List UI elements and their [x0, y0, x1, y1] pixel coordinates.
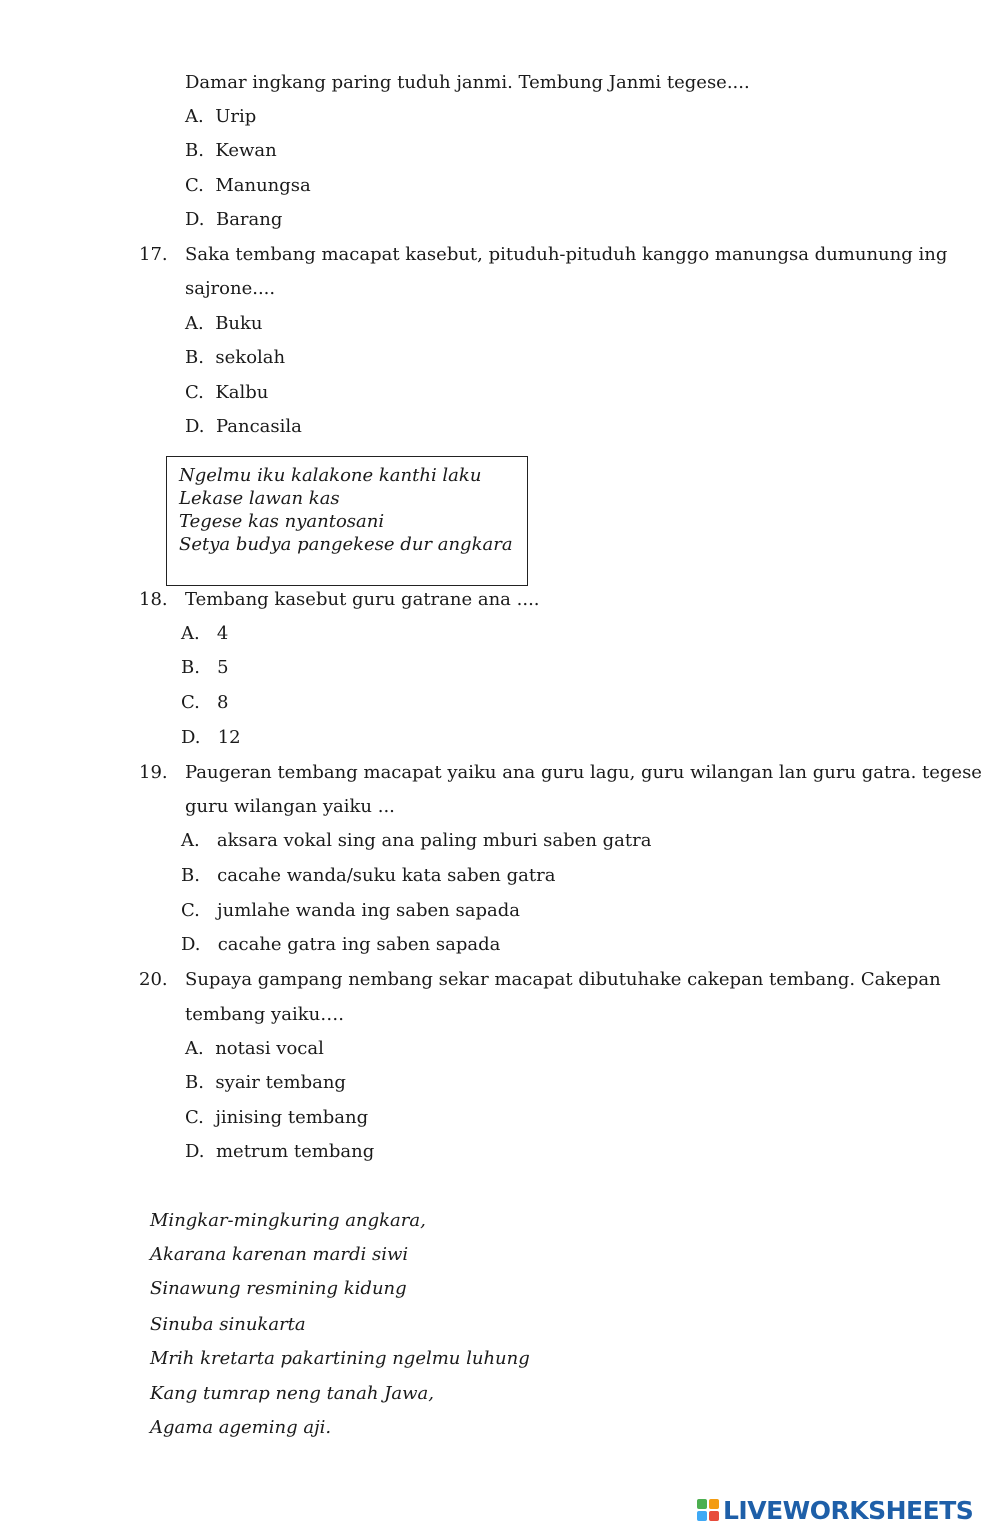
q18-option-a: [181, 623, 228, 645]
option-letter: C.: [181, 900, 200, 921]
option-text: metrum tembang: [215, 1141, 375, 1162]
option-letter: B.: [185, 347, 204, 368]
q18-option-d: [181, 727, 241, 749]
option-text: notasi vocal: [215, 1038, 324, 1059]
option-letter: D.: [181, 727, 201, 748]
q16-option-b: [185, 140, 277, 162]
q19-option-d: [181, 934, 500, 956]
q16-option-d: [185, 209, 282, 231]
option-text: 8: [217, 692, 229, 713]
q19-stem-line1: Paugeran tembang macapat yaiku ana guru lagu, guru wilangan lan guru gatra. tegese: [185, 762, 982, 783]
q17-option-a: [185, 313, 263, 335]
q18-option-c: [181, 692, 228, 714]
option-letter: A.: [185, 106, 204, 127]
option-text: cacahe wanda/suku kata saben gatra: [217, 865, 556, 886]
q16-stem-tail: Damar ingkang paring tuduh janmi. Tembung Janmi tegese....: [185, 72, 750, 93]
option-text: sekolah: [215, 347, 286, 368]
poem-line: Sinawung resmining kidung: [150, 1278, 407, 1299]
q19-number: 19.: [139, 762, 168, 783]
option-letter: A.: [185, 313, 204, 334]
q20-option-b: [185, 1072, 346, 1094]
option-text: Kewan: [215, 140, 277, 161]
option-text: 4: [216, 623, 229, 644]
option-text: 5: [217, 657, 229, 678]
liveworksheets-logo-icon: [697, 1499, 719, 1521]
q20-option-d: [185, 1141, 374, 1163]
option-text: syair tembang: [215, 1072, 346, 1093]
poem-line: Agama ageming aji.: [150, 1417, 332, 1438]
option-text: Barang: [215, 209, 283, 230]
option-letter: A.: [181, 623, 200, 644]
option-text: cacahe gatra ing saben sapada: [217, 934, 501, 955]
q17-option-d: [185, 416, 302, 438]
option-letter: C.: [181, 692, 200, 713]
option-letter: C.: [185, 382, 204, 403]
q17-stem-line2: sajrone....: [185, 278, 276, 299]
q20-stem-line2: tembang yaiku….: [185, 1004, 344, 1025]
option-text: Pancasila: [215, 416, 302, 437]
poem-line: Kang tumrap neng tanah Jawa,: [150, 1383, 434, 1404]
option-letter: A.: [181, 830, 200, 851]
poem-line: Akarana karenan mardi siwi: [150, 1244, 409, 1265]
option-letter: D.: [185, 1141, 205, 1162]
q18-number: 18.: [139, 589, 168, 610]
poem-line: Mrih kretarta pakartining ngelmu luhung: [150, 1348, 530, 1369]
option-letter: C.: [185, 1107, 204, 1128]
option-letter: C.: [185, 175, 204, 196]
q20-number: 20.: [139, 969, 168, 990]
option-letter: D.: [185, 416, 205, 437]
q20-option-a: [185, 1038, 324, 1060]
q16-option-c: [185, 175, 311, 197]
option-letter: A.: [185, 1038, 204, 1059]
q17-number: 17.: [139, 244, 168, 265]
option-text: Kalbu: [215, 382, 269, 403]
q17-option-b: [185, 347, 285, 369]
option-text: jinising tembang: [215, 1107, 369, 1128]
poem-box-line: Lekase lawan kas: [179, 488, 340, 509]
option-letter: B.: [181, 657, 200, 678]
option-letter: B.: [181, 865, 200, 886]
option-letter: B.: [185, 140, 204, 161]
poem-box-line: Ngelmu iku kalakone kanthi laku: [179, 465, 482, 486]
poem-box-line: Tegese kas nyantosani: [179, 511, 385, 532]
q16-option-a: [185, 106, 256, 128]
option-text: Buku: [215, 313, 263, 334]
option-letter: D.: [185, 209, 205, 230]
option-text: aksara vokal sing ana paling mburi saben gatra: [216, 830, 652, 851]
q17-stem-line1: Saka tembang macapat kasebut, pituduh-pituduh kanggo manungsa dumunung ing: [185, 244, 948, 265]
liveworksheets-wordmark: LIVEWORKSHEETS: [723, 1495, 974, 1525]
q20-option-c: [185, 1107, 368, 1129]
option-text: jumlahe wanda ing saben sapada: [217, 900, 520, 921]
q19-option-a: [181, 830, 651, 852]
q19-option-c: [181, 900, 520, 922]
q18-option-b: [181, 657, 229, 679]
option-text: Manungsa: [215, 175, 311, 196]
liveworksheets-logo: [697, 1495, 973, 1525]
q19-option-b: [181, 865, 555, 887]
poem-box-line: Setya budya pangekese dur angkara: [179, 534, 513, 555]
q18-stem-line1: Tembang kasebut guru gatrane ana ....: [185, 589, 540, 610]
q20-stem-line1: Supaya gampang nembang sekar macapat dibutuhake cakepan tembang. Cakepan: [185, 969, 941, 990]
option-letter: B.: [185, 1072, 204, 1093]
q19-stem-line2: guru wilangan yaiku ...: [185, 796, 395, 817]
q17-option-c: [185, 382, 268, 404]
option-letter: D.: [181, 934, 201, 955]
poem-line: Mingkar-mingkuring angkara,: [150, 1210, 426, 1231]
option-text: 12: [217, 727, 241, 748]
poem-line: Sinuba sinukarta: [150, 1314, 306, 1335]
poem-box: [166, 456, 528, 586]
option-text: Urip: [215, 106, 257, 127]
